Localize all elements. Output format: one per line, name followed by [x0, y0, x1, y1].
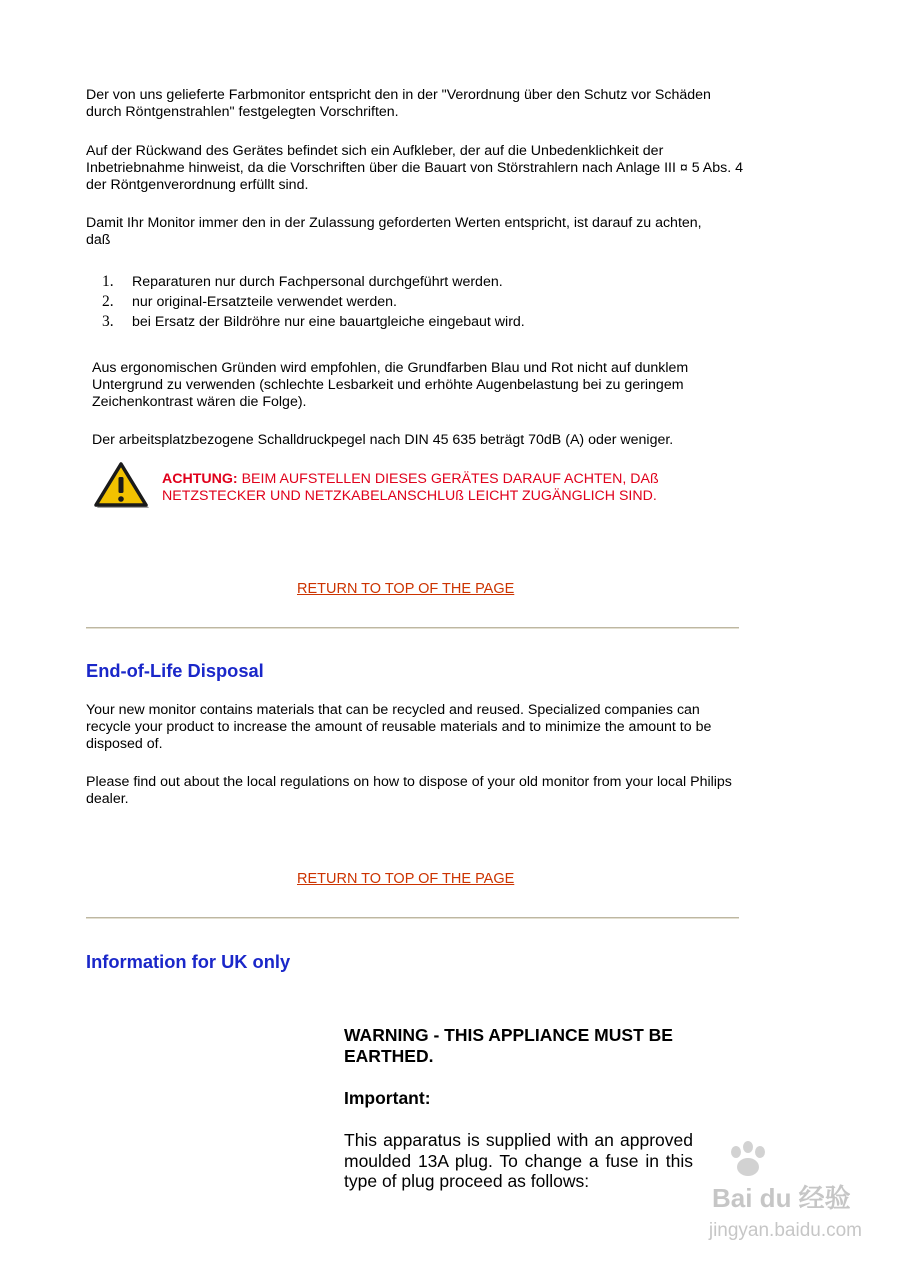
watermark-url: jingyan.baidu.com	[708, 1220, 862, 1241]
divider	[86, 627, 739, 629]
paw-icon	[724, 1140, 774, 1180]
list-item	[86, 292, 726, 312]
german-paragraph-1: Der von uns gelieferte Farbmonitor entspricht den in der "Verordnung über den Schutz vor Schäden durch Röntgenstrahlen" festgelegten Vorschriften.	[86, 87, 711, 120]
disposal-paragraph-2: Please find out about the local regulations on how to dispose of your old monitor from your local Philips dealer.	[86, 774, 732, 807]
uk-heading: Information for UK only	[86, 951, 291, 972]
list-text: nur original-Ersatzteile verwendet werden.	[132, 294, 397, 310]
divider	[86, 917, 739, 919]
list-text: bei Ersatz der Bildröhre nur eine bauartgleiche eingebaut wird.	[132, 314, 525, 330]
return-to-top-link[interactable]: RETURN TO TOP OF THE PAGE	[297, 871, 515, 887]
german-paragraph-5: Der arbeitsplatzbezogene Schalldruckpegel nach DIN 45 635 beträgt 70dB (A) oder weniger.	[92, 432, 674, 448]
plug-instructions: This apparatus is supplied with an approved moulded 13A plug. To change a fuse in this type of plug proceed as follows:	[344, 1130, 693, 1191]
warning-triangle-icon	[92, 462, 150, 510]
disposal-heading: End-of-Life Disposal	[86, 660, 264, 681]
requirements-list	[86, 272, 726, 332]
german-paragraph-3: Damit Ihr Monitor immer den in der Zulassung geforderten Werten entspricht, ist darauf zu achten, daß	[86, 215, 702, 248]
watermark-brand: Bai du 经验	[712, 1183, 851, 1213]
earthed-warning: WARNING - THIS APPLIANCE MUST BE EARTHED.	[344, 1025, 673, 1066]
watermark	[708, 1140, 862, 1250]
list-number: 2.	[102, 293, 114, 310]
list-number: 3.	[102, 313, 114, 330]
caution-label: ACHTUNG:	[162, 471, 238, 487]
list-item	[86, 312, 726, 332]
important-label: Important:	[344, 1088, 431, 1108]
list-text: Reparaturen nur durch Fachpersonal durchgeführt werden.	[132, 274, 503, 290]
list-number: 1.	[102, 273, 114, 290]
return-to-top-link[interactable]: RETURN TO TOP OF THE PAGE	[297, 581, 515, 597]
list-item	[86, 272, 726, 292]
caution-body: BEIM AUFSTELLEN DIESES GERÄTES DARAUF ACHTEN, DAß NETZSTECKER UND NETZKABELANSCHLUß LEICHT ZUGÄNGLICH SIND.	[162, 471, 659, 504]
disposal-paragraph-1: Your new monitor contains materials that can be recycled and reused. Specialized companies can recycle your product to increase the amount of reusable materials and to minimize the amount to be disposed of.	[86, 702, 712, 752]
german-paragraph-4: Aus ergonomischen Gründen wird empfohlen, die Grundfarben Blau und Rot nicht auf dunklem Untergrund zu verwenden (schlechte Lesbarkeit und erhöhte Augenbelastung bei zu geringem Zeichenkontrast wären die Folge).	[92, 360, 689, 410]
german-paragraph-2: Auf der Rückwand des Gerätes befindet sich ein Aufkleber, der auf die Unbedenklichkeit der Inbetriebnahme hinweist, da die Vorschriften über die Bauart von Störstrahlern nach Anlage III ¤ 5 Abs. 4 der Röntgenverordnung erfüllt sind.	[86, 143, 743, 193]
caution-text	[162, 471, 742, 504]
